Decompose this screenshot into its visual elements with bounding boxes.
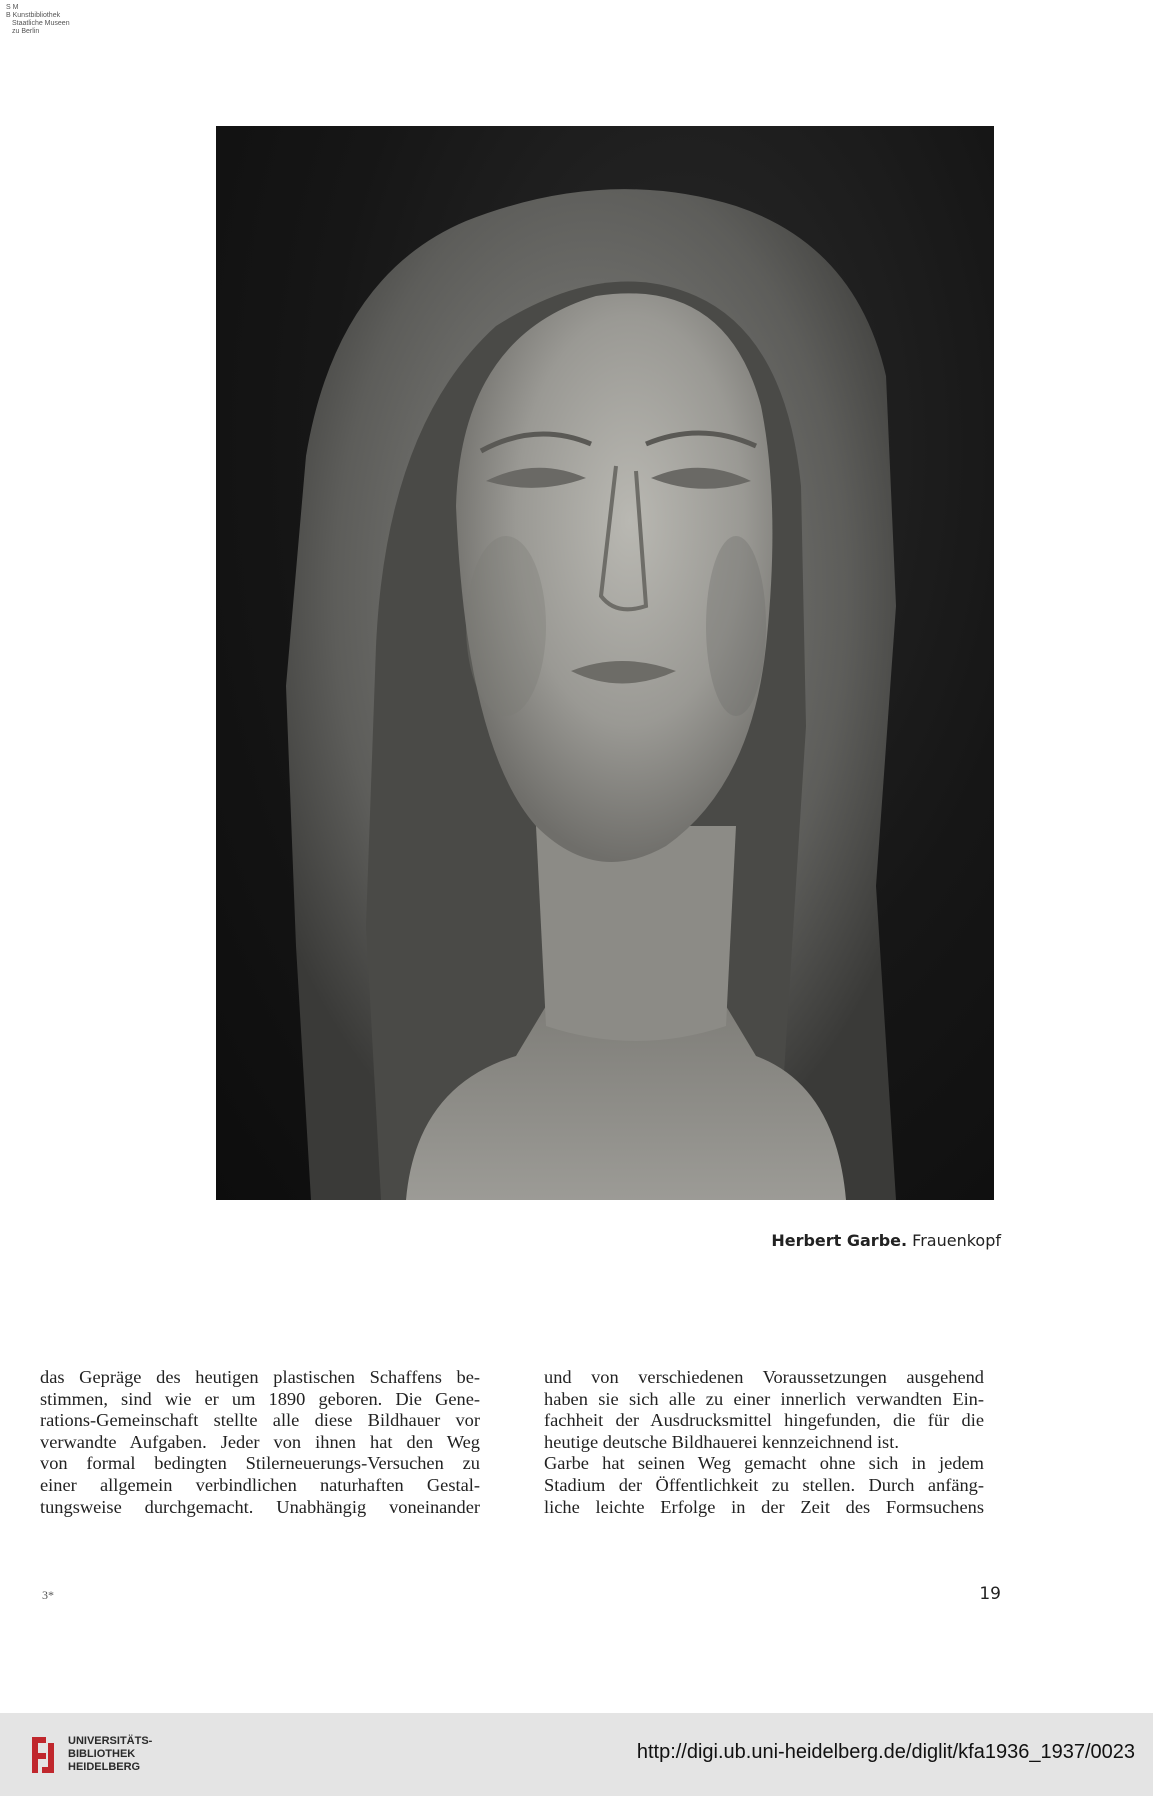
page-number: 19	[979, 1584, 1001, 1604]
library-name-line: BIBLIOTHEK	[68, 1748, 136, 1760]
text-line: stimmen, sind wie er um 1890 geboren. Die Gene-	[40, 1388, 480, 1409]
caption-artist: Herbert Garbe.	[771, 1231, 908, 1250]
text-line: Stadium der Öffentlichkeit zu stellen. Durch anfäng-	[544, 1474, 984, 1495]
stamp-line: B Kunstbibliothek	[6, 12, 61, 19]
printer-signature: 3*	[42, 1588, 54, 1602]
library-name	[68, 1735, 152, 1774]
text-line: das Gepräge des heutigen plastischen Schaffens be-	[40, 1367, 480, 1387]
text-line: liche leichte Erfolge in der Zeit des Formsuchens	[544, 1496, 984, 1517]
sculpture-photograph	[216, 126, 994, 1200]
library-name-line: UNIVERSITÄTS-	[68, 1735, 153, 1747]
text-column-left	[40, 1367, 480, 1518]
text-line: heutige deutsche Bildhauerei kennzeichnend ist.	[544, 1431, 899, 1452]
text-line: von formal bedingten Stilerneuerungs-Versuchen zu	[40, 1453, 480, 1474]
text-line: und von verschiedenen Voraussetzungen ausgehend	[544, 1367, 984, 1387]
text-line: fachheit der Ausdrucksmittel hingefunden, die für die	[544, 1410, 984, 1431]
sculpture-illustration	[216, 126, 994, 1200]
text-line: tungsweise durchgemacht. Unabhängig voneinander	[40, 1496, 480, 1517]
university-library-logo-icon	[28, 1733, 58, 1777]
text-line: rations-Gemeinschaft stellte alle diese Bildhauer vor	[40, 1410, 480, 1431]
text-line: haben sie sich alle zu einer innerlich verwandten Ein-	[544, 1388, 984, 1409]
permalink-url[interactable]: http://digi.ub.uni-heidelberg.de/diglit/kfa1936_1937/0023	[636, 1741, 1135, 1763]
library-stamp	[6, 4, 86, 36]
stamp-line: Staatliche Museen	[12, 20, 70, 27]
stamp-line: zu Berlin	[12, 28, 40, 35]
stamp-line: S M	[6, 4, 19, 11]
figure-caption	[771, 1231, 1001, 1250]
text-line: verwandte Aufgaben. Jeder von ihnen hat den Weg	[40, 1431, 480, 1452]
library-name-line: HEIDELBERG	[68, 1761, 141, 1773]
text-column-right	[544, 1367, 984, 1518]
digitization-footer	[0, 1713, 1153, 1796]
text-line: einer allgemein verbindlichen naturhaften Gestal-	[40, 1474, 480, 1495]
text-line: Garbe hat seinen Weg gemacht ohne sich in jedem	[544, 1453, 984, 1474]
caption-title: Frauenkopf	[912, 1231, 1001, 1250]
